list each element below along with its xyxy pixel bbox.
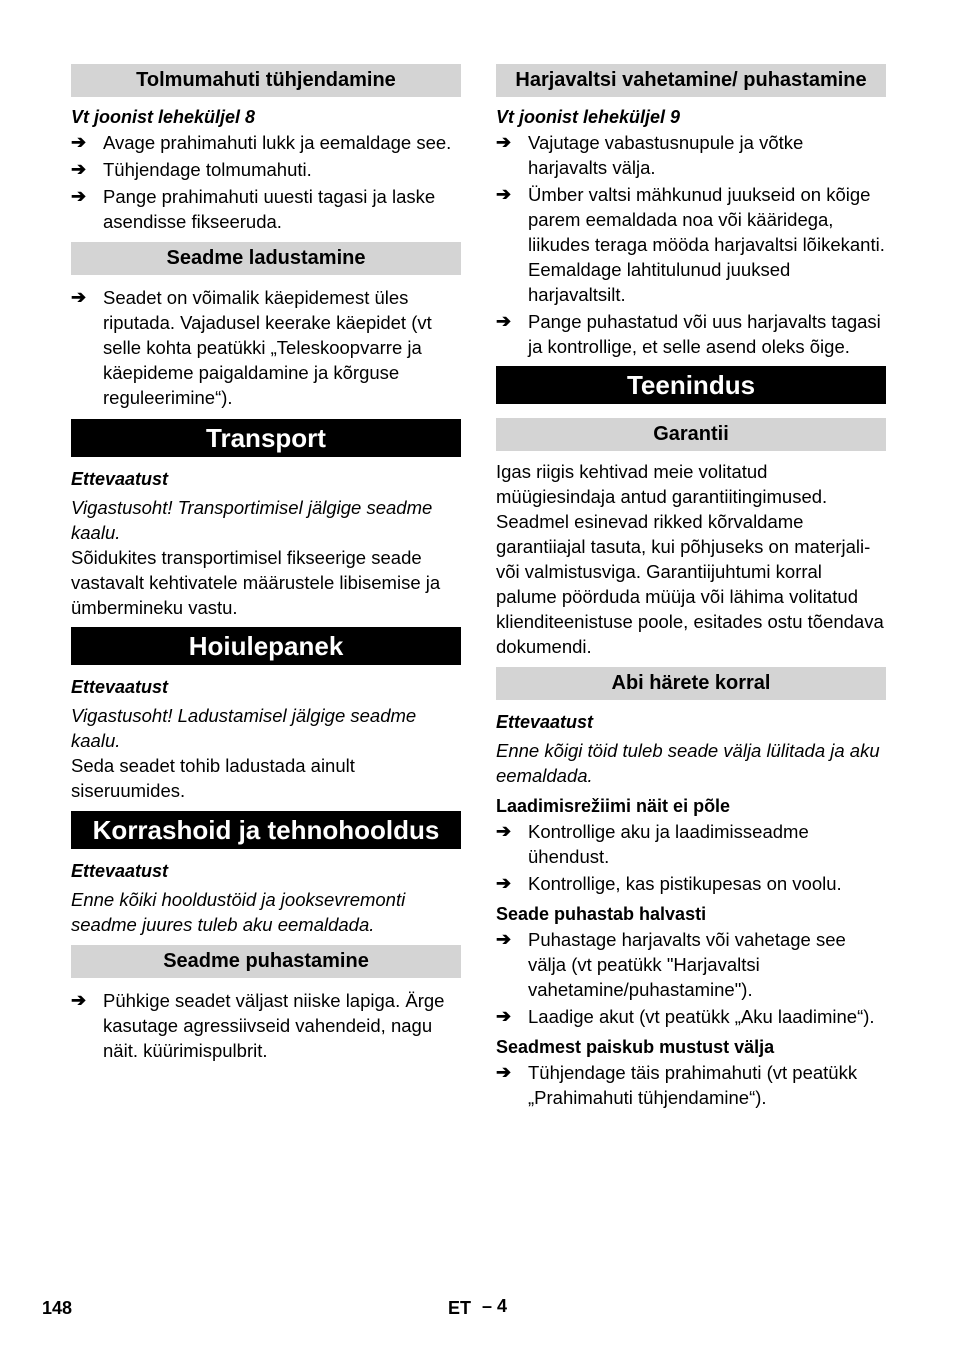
body-text: Sõidukites transportimisel fikseerige seade vastavalt kehtivatele määrustele libisemise ja ümbermineku vastu.	[71, 547, 441, 618]
instruction-list-poor-cleaning	[496, 927, 886, 1029]
caution-label: Ettevaatust	[71, 469, 169, 489]
language-code: ET	[448, 1298, 472, 1318]
chapter-heading-maintenance: Korrashoid ja tehnohooldus	[71, 811, 461, 849]
section-page-number: – 4	[482, 1296, 508, 1316]
fault-heading-dirt-ejected: Seadmest paiskub mustust välja	[496, 1037, 775, 1057]
caution-label: Ettevaatust	[71, 677, 169, 697]
chapter-heading-service: Teenindus	[496, 366, 886, 404]
arrow-right-icon: ➔	[71, 159, 87, 179]
arrow-right-icon: ➔	[496, 873, 512, 893]
warning-text: Vigastusoht! Ladustamisel jälgige seadme kaalu.	[71, 705, 417, 751]
list-item: ➔ Pange prahimahuti uuesti tagasi ja laske asendisse fikseeruda.	[71, 186, 436, 232]
arrow-right-icon: ➔	[496, 1062, 512, 1082]
arrow-right-icon: ➔	[71, 990, 87, 1010]
arrow-right-icon: ➔	[496, 929, 512, 949]
section-heading-troubleshooting: Abi härete korral	[496, 667, 886, 700]
section-heading-brush-roller: Harjavaltsi vahetamine/ puhastamine	[496, 64, 886, 97]
caution-label: Ettevaatust	[71, 861, 169, 881]
list-item: ➔ Pange puhastatud või uus harjavalts tagasi ja kontrollige, et selle asend oleks õige.	[496, 311, 881, 357]
arrow-right-icon: ➔	[496, 132, 512, 152]
section-heading-cleaning: Seadme puhastamine	[71, 945, 461, 978]
warning-text: Vigastusoht! Transportimisel jälgige seadme kaalu.	[71, 497, 433, 543]
fault-heading-charging: Laadimisrežiimi näit ei põle	[496, 796, 731, 816]
caution-label: Ettevaatust	[496, 712, 594, 732]
warranty-text: Igas riigis kehtivad meie volitatud müügiesindaja antud garantiitingimused. Seadmel esinevad rikked kõrvaldame garantiiajal tasuta, kui põhjuseks on materjali- või valmistusviga. Garantiijuhtumi korral palume pöörduda müüja või lähima volitatud klienditeenistuse poole, esitades ostu tõendava dokumendi.	[496, 461, 884, 657]
arrow-right-icon: ➔	[496, 184, 512, 204]
section-heading-warranty: Garantii	[496, 418, 886, 451]
arrow-right-icon: ➔	[71, 186, 87, 206]
instruction-list-dust	[71, 130, 461, 234]
arrow-right-icon: ➔	[496, 1006, 512, 1026]
instruction-list-cleaning	[71, 988, 461, 1063]
list-item: ➔ Seadet on võimalik käepidemest üles riputada. Vajadusel keerake käepidet (vt selle kohta peatükki „Teleskoopvarre ja käepideme paigaldamine ja kõrguse reguleerimine“).	[71, 287, 432, 408]
warning-text: Enne kõigi töid tuleb seade välja lülitada ja aku eemaldada.	[496, 740, 880, 786]
arrow-right-icon: ➔	[496, 311, 512, 331]
list-item: ➔ Vajutage vabastusnupule ja võtke harjavalts välja.	[496, 132, 804, 178]
instruction-list-storage	[71, 285, 461, 410]
list-item: ➔ Tühjendage täis prahimahuti (vt peatükk „Prahimahuti tühjendamine“).	[496, 1062, 858, 1108]
list-item: ➔ Puhastage harjavalts või vahetage see välja (vt peatükk "Harjavaltsi vahetamine/puhastamine").	[496, 929, 846, 1000]
chapter-heading-storage: Hoiulepanek	[71, 627, 461, 665]
section-heading-dust-container: Tolmumahuti tühjendamine	[71, 64, 461, 97]
section-heading-device-storage: Seadme ladustamine	[71, 242, 461, 275]
list-item: ➔ Ümber valtsi mähkunud juukseid on kõige parem eemaldada noa või kääridega, liikudes teraga mööda harjavaltsi lõikekanti. Eemaldage lahtitulunud juuksed harjavaltsilt.	[496, 184, 885, 305]
figure-reference: Vt joonist leheküljel 9	[496, 107, 681, 127]
figure-reference: Vt joonist leheküljel 8	[71, 107, 256, 127]
fault-heading-poor-cleaning: Seade puhastab halvasti	[496, 904, 707, 924]
warning-text: Enne kõiki hooldustöid ja jooksevremonti seadme juures tuleb aku eemaldada.	[71, 889, 406, 935]
arrow-right-icon: ➔	[496, 821, 512, 841]
page-number: 148	[42, 1298, 73, 1318]
arrow-right-icon: ➔	[71, 132, 87, 152]
arrow-right-icon: ➔	[71, 287, 87, 307]
instruction-list-charging	[496, 819, 886, 896]
body-text: Seda seadet tohib ladustada ainult siseruumides.	[71, 755, 355, 801]
instruction-list-brush	[496, 130, 886, 359]
list-item: ➔ Kontrollige, kas pistikupesas on voolu.	[496, 873, 842, 894]
list-item: ➔ Kontrollige aku ja laadimisseadme ühendust.	[496, 821, 809, 867]
chapter-heading-transport: Transport	[71, 419, 461, 457]
instruction-list-dirt	[496, 1060, 886, 1110]
list-item: ➔ Tühjendage tolmumahuti.	[71, 159, 312, 180]
list-item: ➔ Laadige akut (vt peatükk „Aku laadimine“).	[496, 1006, 875, 1027]
list-item: ➔ Avage prahimahuti lukk ja eemaldage see.	[71, 132, 452, 153]
left-column	[71, 64, 461, 1065]
right-column	[496, 64, 886, 1112]
list-item: ➔ Pühkige seadet väljast niiske lapiga. Ärge kasutage agressiivseid vahendeid, nagu näit. küürimispulbrit.	[71, 990, 445, 1061]
